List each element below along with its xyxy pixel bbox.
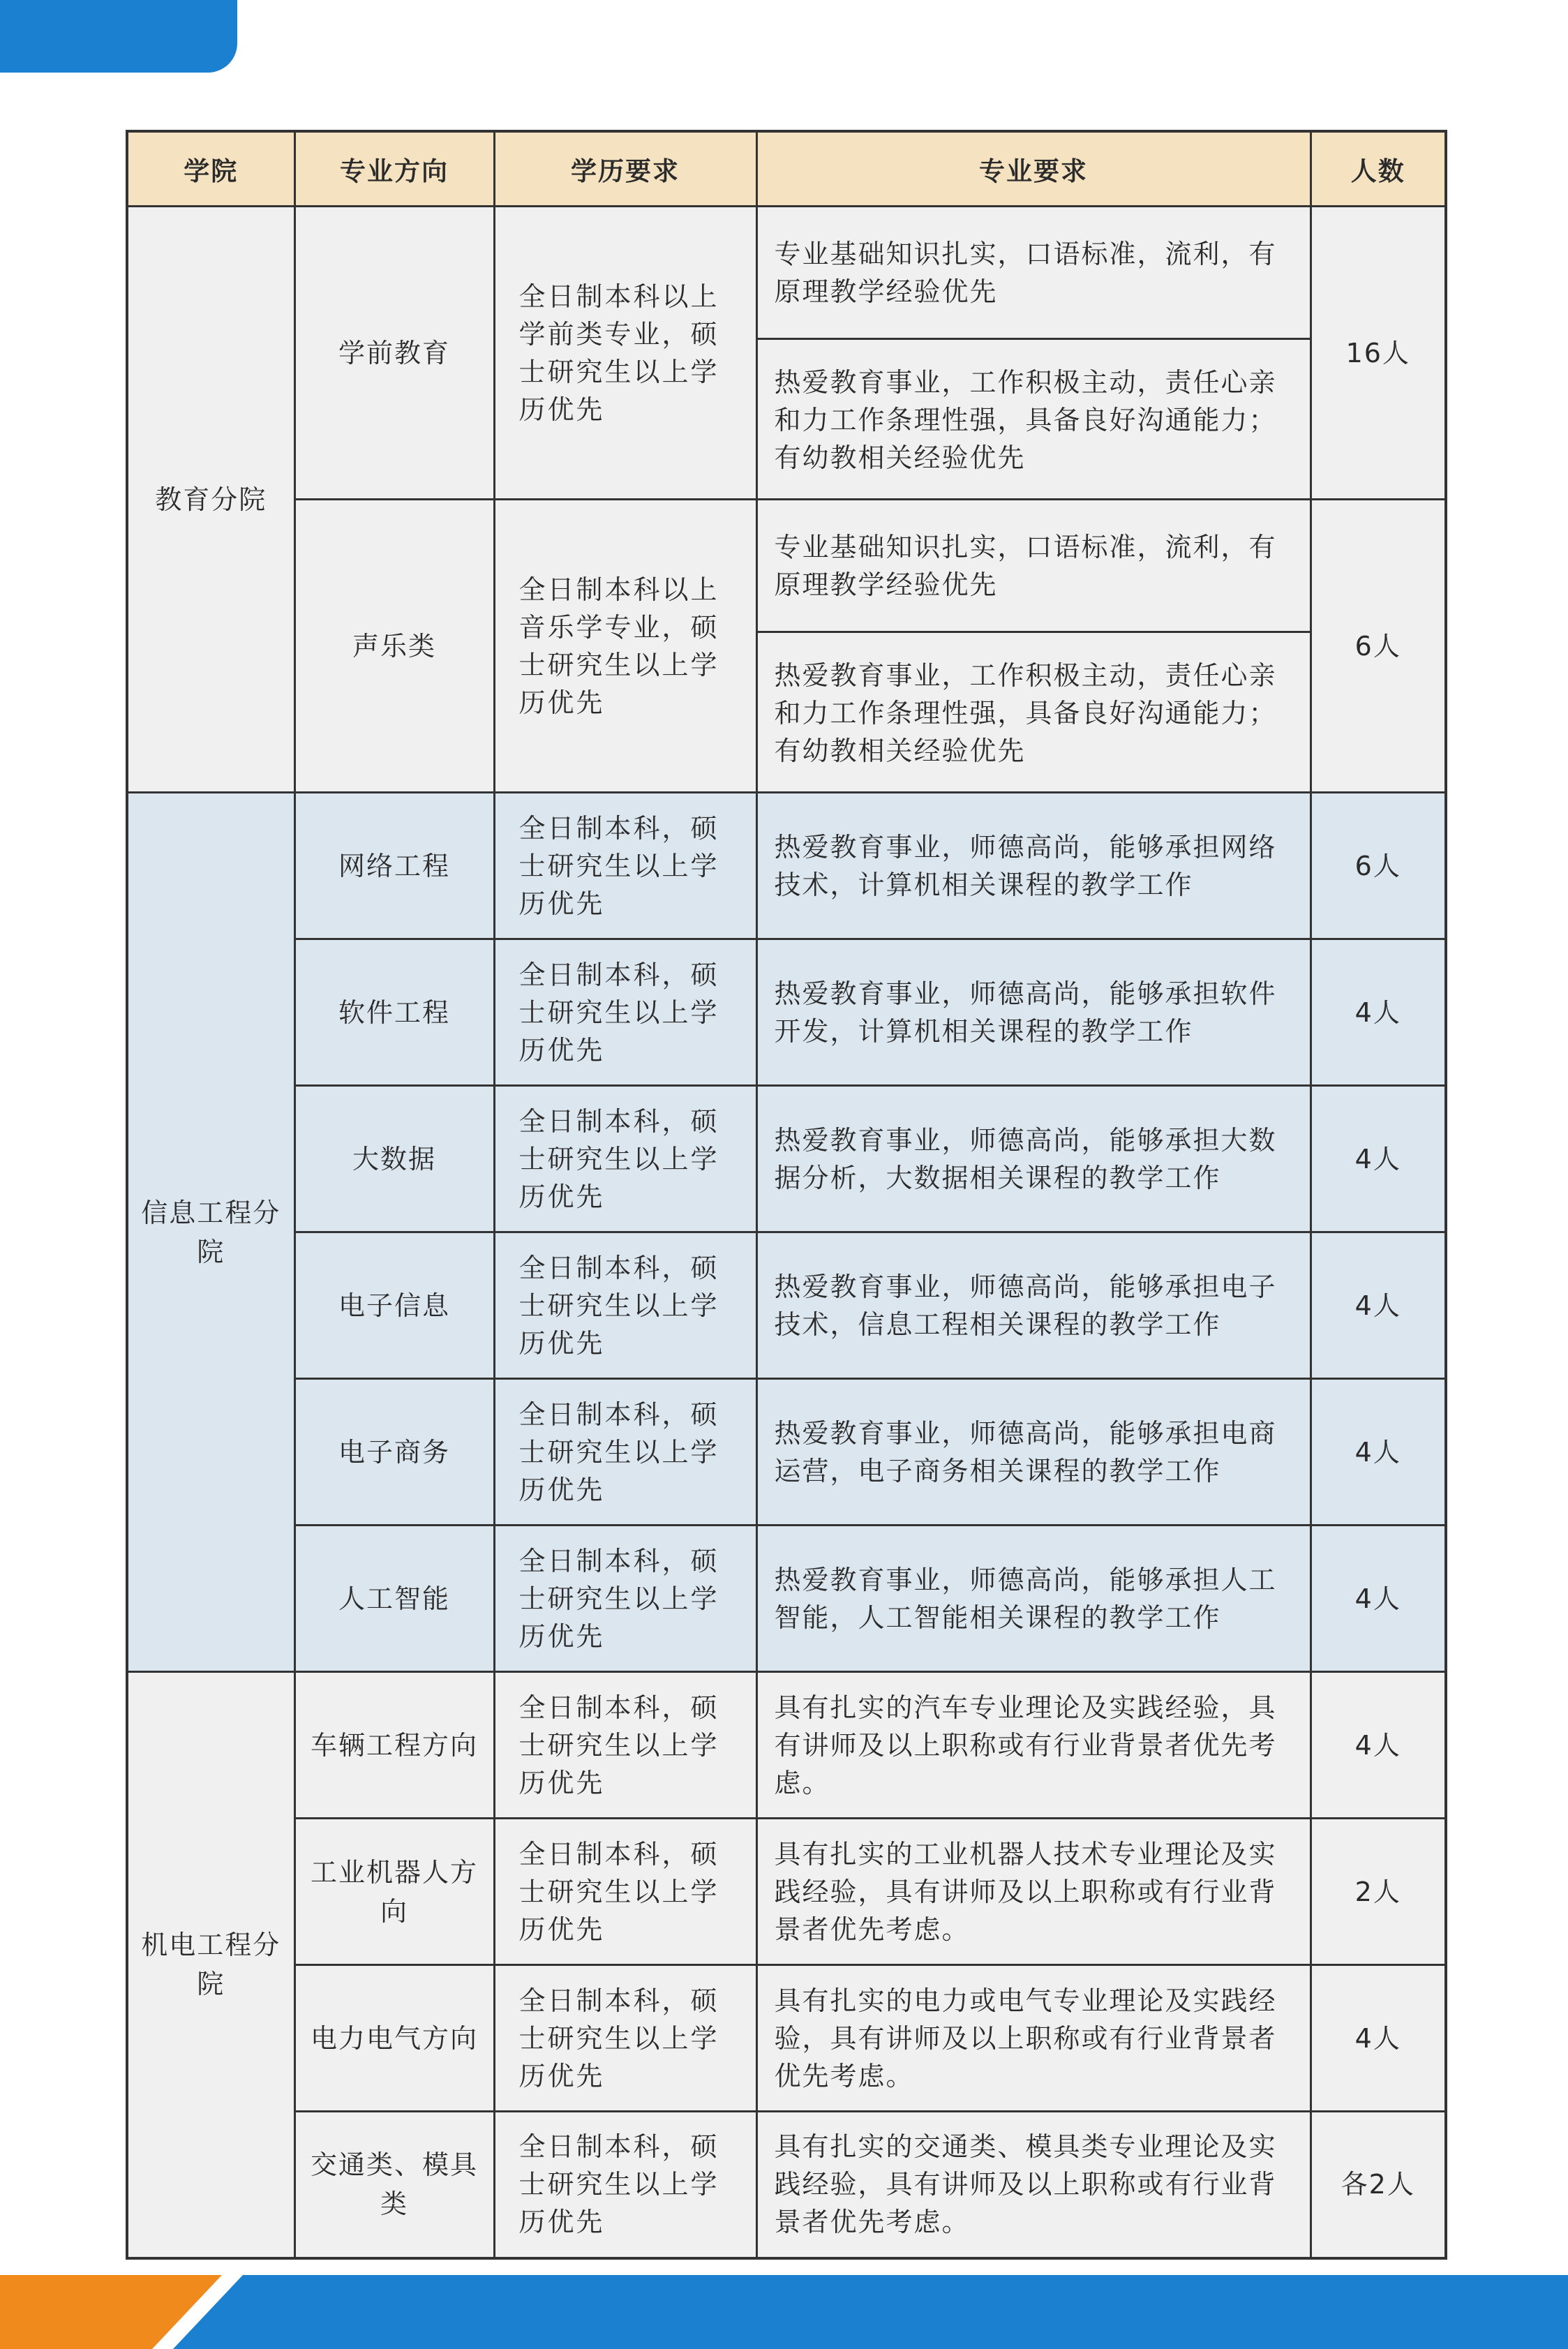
major-cell: 电力电气方向 [294,1965,494,2112]
major-cell: 工业机器人方向 [294,1819,494,1965]
table-row [127,1086,1446,1232]
college-cell-education: 教育分院 [127,207,294,793]
header-requirement: 专业要求 [756,131,1311,207]
table-row [127,1232,1446,1379]
degree-cell: 全日制本科，硕士研究生以上学历优先 [494,793,756,939]
degree-cell: 全日制本科，硕士研究生以上学历优先 [494,1526,756,1672]
table-row [127,793,1446,939]
degree-cell: 全日制本科以上音乐学专业，硕士研究生以上学历优先 [494,500,756,793]
requirement-cell: 具有扎实的电力或电气专业理论及实践经验，具有讲师及以上职称或有行业背景者优先考虑。 [756,1965,1311,2112]
requirement-cell: 具有扎实的汽车专业理论及实践经验，具有讲师及以上职称或有行业背景者优先考虑。 [756,1672,1311,1819]
count-cell: 4人 [1311,1672,1446,1819]
count-cell: 16人 [1311,207,1446,500]
requirement-cell: 热爱教育事业，师德高尚，能够承担软件开发，计算机相关课程的教学工作 [756,939,1311,1086]
requirement-cell [756,500,1311,793]
degree-cell: 全日制本科，硕士研究生以上学历优先 [494,939,756,1086]
degree-cell: 全日制本科，硕士研究生以上学历优先 [494,1819,756,1965]
table-row [127,1672,1446,1819]
requirement-cell: 具有扎实的工业机器人技术专业理论及实践经验，具有讲师及以上职称或有行业背景者优先考虑。 [756,1819,1311,1965]
major-cell: 人工智能 [294,1526,494,1672]
count-cell: 6人 [1311,500,1446,793]
degree-cell: 全日制本科，硕士研究生以上学历优先 [494,2112,756,2258]
major-cell: 车辆工程方向 [294,1672,494,1819]
requirement-cell: 热爱教育事业，师德高尚，能够承担人工智能，人工智能相关课程的教学工作 [756,1526,1311,1672]
table-row [127,1819,1446,1965]
table-row [127,1379,1446,1526]
header-degree: 学历要求 [494,131,756,207]
degree-cell: 全日制本科，硕士研究生以上学历优先 [494,1379,756,1526]
requirement-cell: 热爱教育事业，师德高尚，能够承担电子技术，信息工程相关课程的教学工作 [756,1232,1311,1379]
count-cell: 4人 [1311,1086,1446,1232]
count-cell: 4人 [1311,1379,1446,1526]
major-cell: 大数据 [294,1086,494,1232]
major-cell: 电子商务 [294,1379,494,1526]
bottom-decorative-bar [0,2275,1568,2349]
header-major: 专业方向 [294,131,494,207]
count-cell: 4人 [1311,939,1446,1086]
requirement-part: 专业基础知识扎实，口语标准，流利，有原理教学经验优先 [758,207,1310,340]
count-cell: 4人 [1311,1965,1446,2112]
requirement-part: 专业基础知识扎实，口语标准，流利，有原理教学经验优先 [758,500,1310,633]
header-count: 人数 [1311,131,1446,207]
major-cell: 交通类、模具类 [294,2112,494,2258]
table-row [127,1965,1446,2112]
table-row [127,1526,1446,1672]
count-cell: 4人 [1311,1526,1446,1672]
table-row [127,939,1446,1086]
major-cell: 软件工程 [294,939,494,1086]
degree-cell: 全日制本科，硕士研究生以上学历优先 [494,1672,756,1819]
degree-cell: 全日制本科以上学前类专业，硕士研究生以上学历优先 [494,207,756,500]
recruitment-table [126,130,1447,2260]
major-cell: 学前教育 [294,207,494,500]
major-cell: 电子信息 [294,1232,494,1379]
count-cell: 6人 [1311,793,1446,939]
count-cell: 各2人 [1311,2112,1446,2258]
degree-cell: 全日制本科，硕士研究生以上学历优先 [494,1965,756,2112]
header-college: 学院 [127,131,294,207]
major-cell: 网络工程 [294,793,494,939]
requirement-cell: 热爱教育事业，师德高尚，能够承担大数据分析，大数据相关课程的教学工作 [756,1086,1311,1232]
major-cell: 声乐类 [294,500,494,793]
college-cell-mech: 机电工程分院 [127,1672,294,2258]
table-row [127,207,1446,500]
degree-cell: 全日制本科，硕士研究生以上学历优先 [494,1232,756,1379]
corner-accent-tab [0,0,237,73]
count-cell: 4人 [1311,1232,1446,1379]
bottom-bar-blue-stripe [173,2275,1568,2349]
count-cell: 2人 [1311,1819,1446,1965]
table-header-row [127,131,1446,207]
requirement-cell: 具有扎实的交通类、模具类专业理论及实践经验，具有讲师及以上职称或有行业背景者优先考虑。 [756,2112,1311,2258]
table-row [127,2112,1446,2258]
requirement-cell: 热爱教育事业，师德高尚，能够承担网络技术，计算机相关课程的教学工作 [756,793,1311,939]
requirement-part: 热爱教育事业，工作积极主动，责任心亲和力工作条理性强，具备良好沟通能力；有幼教相关经验优先 [774,367,1277,473]
requirement-part: 热爱教育事业，工作积极主动，责任心亲和力工作条理性强，具备良好沟通能力；有幼教相关经验优先 [774,660,1277,766]
table-row [127,500,1446,793]
requirement-cell [756,207,1311,500]
requirement-cell: 热爱教育事业，师德高尚，能够承担电商运营，电子商务相关课程的教学工作 [756,1379,1311,1526]
degree-cell: 全日制本科，硕士研究生以上学历优先 [494,1086,756,1232]
college-cell-info: 信息工程分院 [127,793,294,1672]
